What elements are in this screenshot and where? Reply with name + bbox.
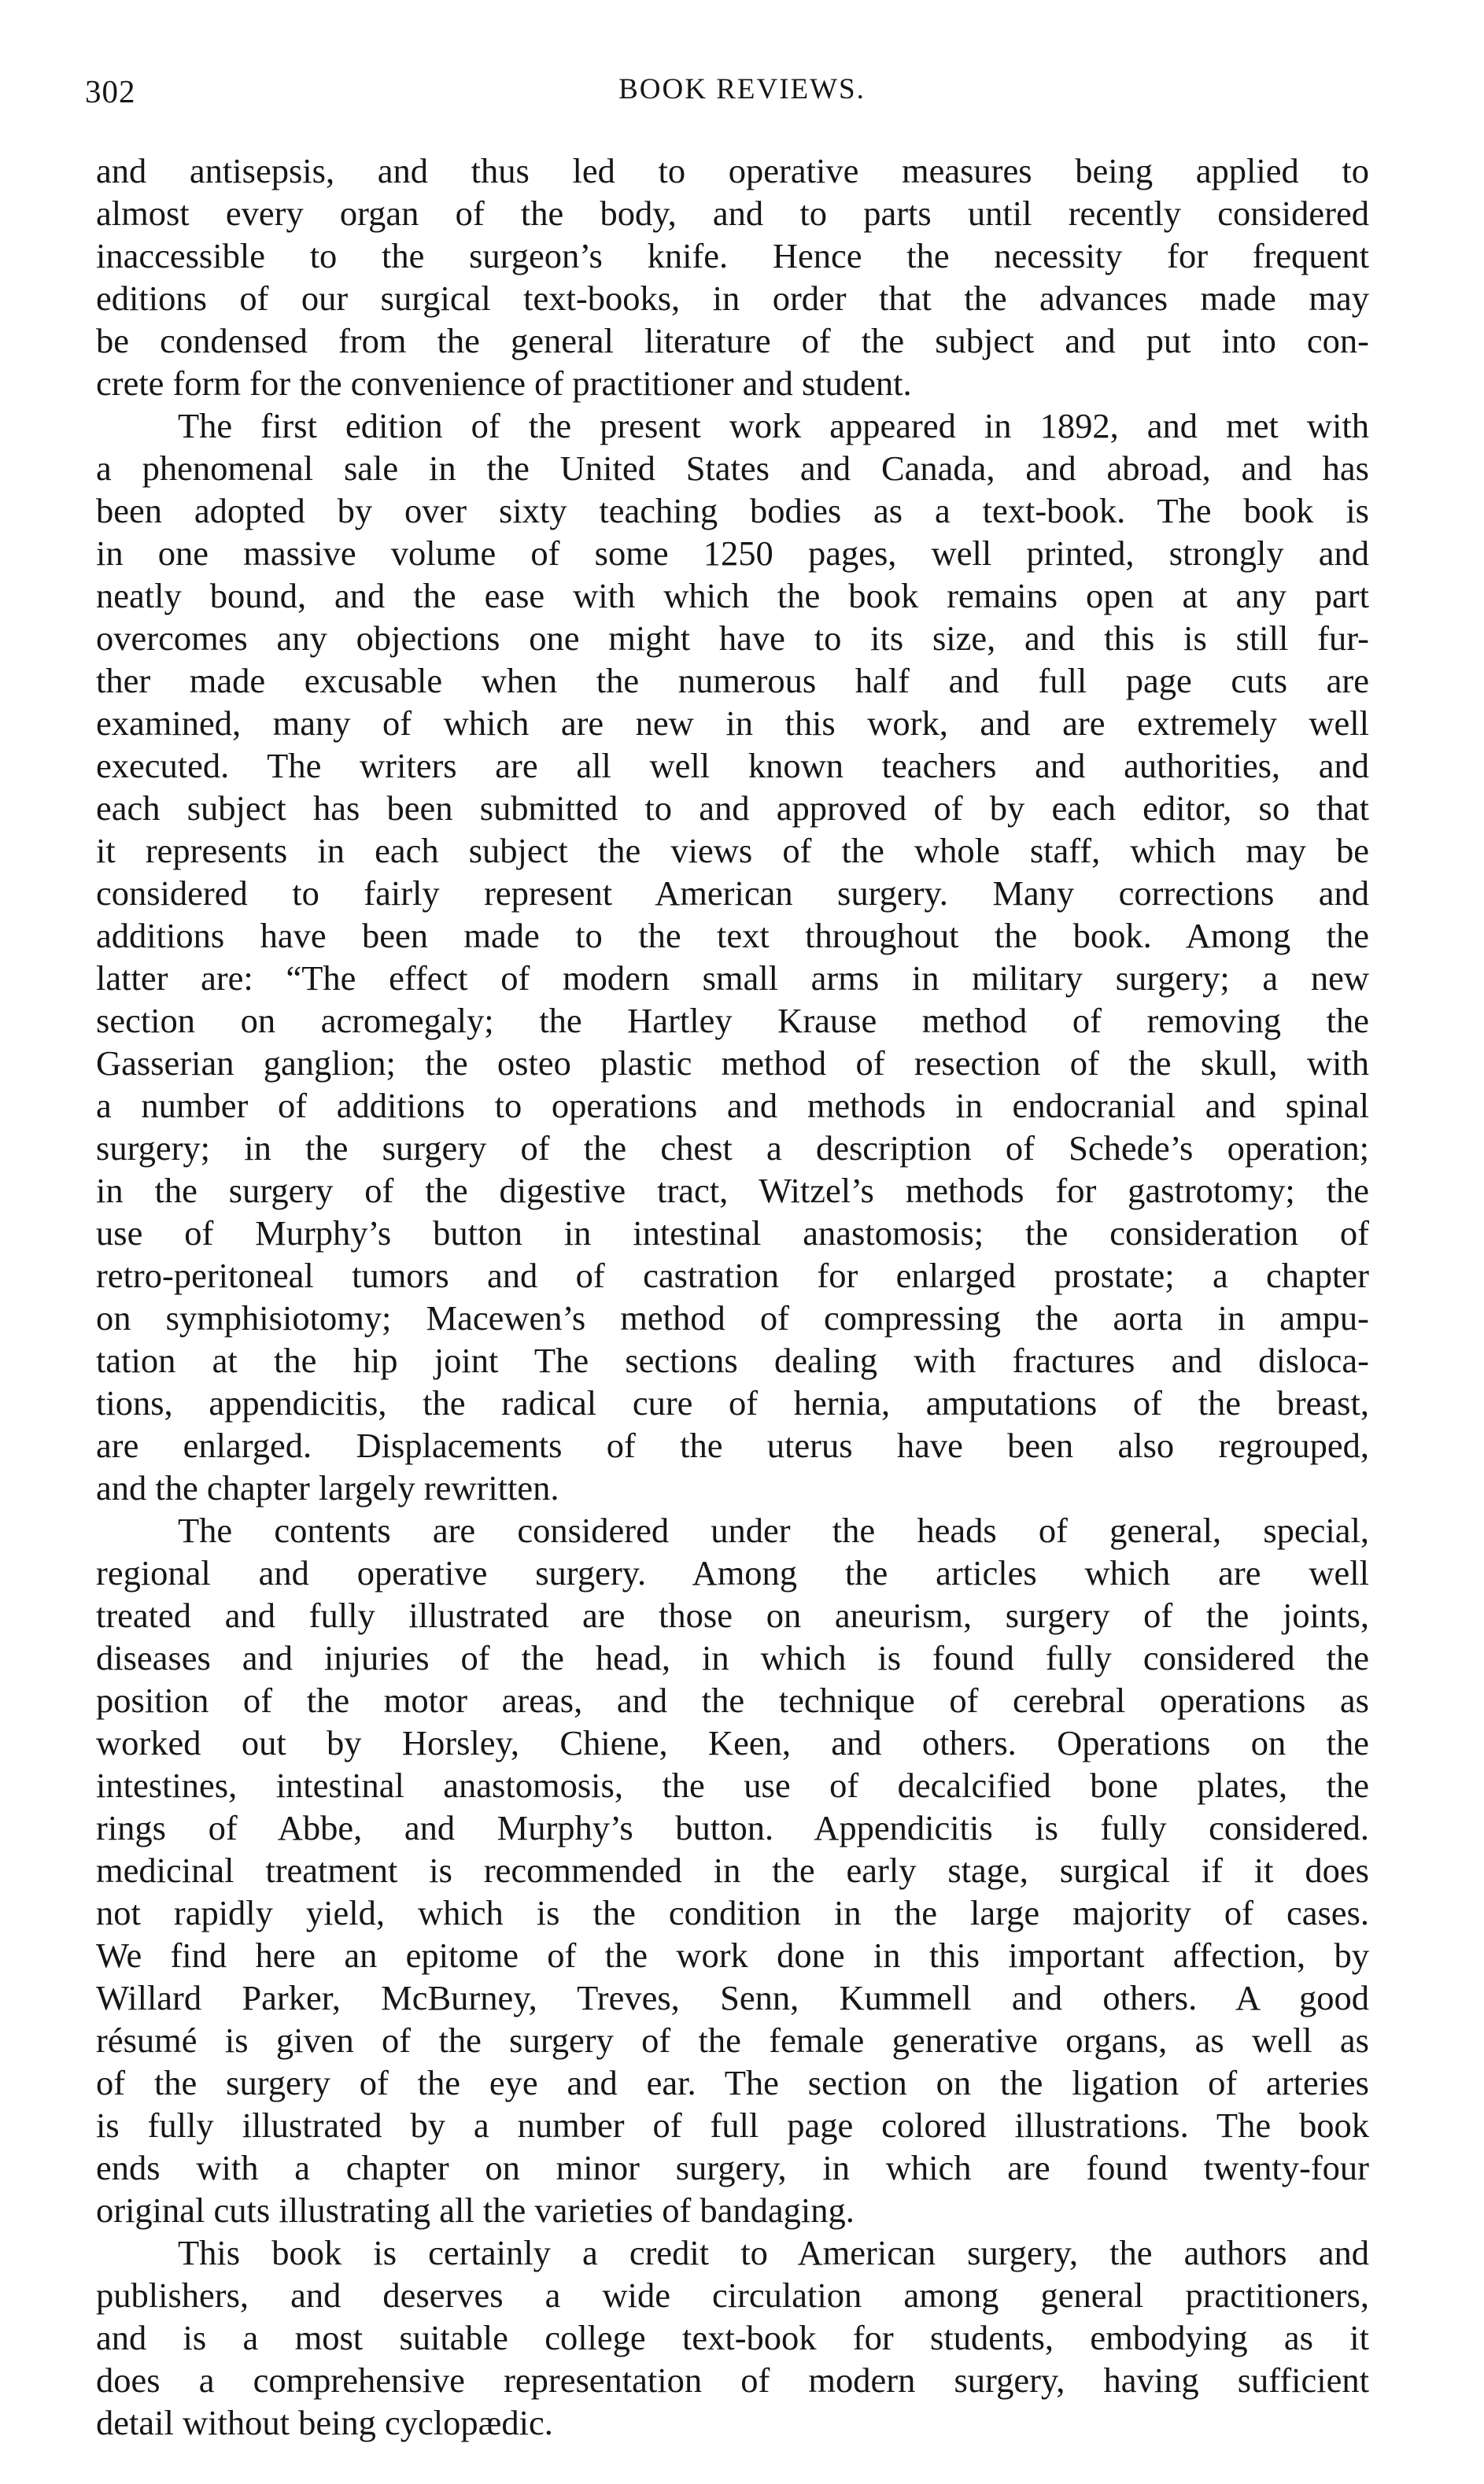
text-line: it represents in each subject the views of the whole staff, which may be xyxy=(96,831,1369,870)
text-line: intestines, intestinal anastomosis, the use of decalcified bone plates, the xyxy=(96,1766,1369,1805)
text-line: crete form for the convenience of practitioner and student. xyxy=(96,364,912,403)
text-line: This book is certainly a credit to American surgery, the authors and xyxy=(178,2233,1369,2272)
text-line: treated and fully illustrated are those on aneurism, surgery of the joints, xyxy=(96,1596,1369,1635)
text-line: The first edition of the present work appeared in 1892, and met with xyxy=(178,406,1369,445)
text-line: overcomes any objections one might have to its size, and this is still fur- xyxy=(96,618,1369,658)
text-line: and is a most suitable college text-book for students, embodying as it xyxy=(96,2318,1369,2357)
text-line: use of Murphy’s button in intestinal anastomosis; the consideration of xyxy=(96,1213,1369,1253)
text-line: tation at the hip joint The sections dealing with fractures and disloca- xyxy=(96,1341,1369,1380)
text-line: and the chapter largely rewritten. xyxy=(96,1468,559,1508)
text-line: are enlarged. Displacements of the uterus have been also regrouped, xyxy=(96,1426,1369,1465)
text-line: latter are: “The effect of modern small arms in military surgery; a new xyxy=(96,958,1369,998)
text-line: worked out by Horsley, Chiene, Keen, and others. Operations on the xyxy=(96,1723,1369,1762)
paragraph xyxy=(96,404,1369,1509)
text-line: is fully illustrated by a number of full page colored illustrations. The book xyxy=(96,2106,1369,2145)
text-line: The contents are considered under the heads of general, special, xyxy=(178,1511,1369,1550)
paragraph xyxy=(96,149,1369,404)
text-line: on symphisiotomy; Macewen’s method of compressing the aorta in ampu- xyxy=(96,1298,1369,1338)
text-line: considered to fairly represent American surgery. Many corrections and xyxy=(96,873,1369,913)
text-line: retro-peritoneal tumors and of castration for enlarged prostate; a chapter xyxy=(96,1256,1369,1295)
text-line: additions have been made to the text throughout the book. Among the xyxy=(96,916,1369,955)
text-line: be condensed from the general literature of the subject and put into con- xyxy=(96,321,1369,360)
text-line: medicinal treatment is recommended in the early stage, surgical if it does xyxy=(96,1851,1369,1890)
text-line: does a comprehensive representation of modern surgery, having sufficient xyxy=(96,2360,1369,2400)
running-head: BOOK REVIEWS. xyxy=(618,73,866,105)
text-line: editions of our surgical text-books, in order that the advances made may xyxy=(96,279,1369,318)
text-line: inaccessible to the surgeon’s knife. Hence the necessity for frequent xyxy=(96,236,1369,275)
text-line: We find here an epitome of the work done in this important affection, by xyxy=(96,1936,1369,1975)
text-line: detail without being cyclopædic. xyxy=(96,2403,553,2442)
text-line: résumé is given of the surgery of the female generative organs, as well as xyxy=(96,2021,1369,2060)
text-line: surgery; in the surgery of the chest a description of Schede’s operation; xyxy=(96,1128,1369,1168)
text-line: not rapidly yield, which is the condition in the large majority of cases. xyxy=(96,1893,1369,1932)
text-line: executed. The writers are all well known teachers and authorities, and xyxy=(96,746,1369,785)
text-line: position of the motor areas, and the technique of cerebral operations as xyxy=(96,1681,1369,1720)
page-header xyxy=(0,72,1484,120)
text-line: publishers, and deserves a wide circulation among general practitioners, xyxy=(96,2275,1369,2315)
text-line: regional and operative surgery. Among the articles which are well xyxy=(96,1553,1369,1593)
text-line: ther made excusable when the numerous half and full page cuts are xyxy=(96,661,1369,700)
text-line: diseases and injuries of the head, in which is found fully considered the xyxy=(96,1638,1369,1678)
text-line: been adopted by over sixty teaching bodies as a text-book. The book is xyxy=(96,491,1369,530)
text-line: rings of Abbe, and Murphy’s button. Appendicitis is fully considered. xyxy=(96,1808,1369,1847)
text-line: in one massive volume of some 1250 pages, well printed, strongly and xyxy=(96,533,1369,573)
text-line: examined, many of which are new in this work, and are extremely well xyxy=(96,703,1369,743)
text-line: a phenomenal sale in the United States and Canada, and abroad, and has xyxy=(96,448,1369,488)
text-line: section on acromegaly; the Hartley Krause method of removing the xyxy=(96,1001,1369,1040)
text-line: a number of additions to operations and methods in endocranial and spinal xyxy=(96,1086,1369,1125)
review-body xyxy=(96,149,1369,2444)
text-line: neatly bound, and the ease with which the book remains open at any part xyxy=(96,576,1369,615)
text-line: Gasserian ganglion; the osteo plastic method of resection of the skull, with xyxy=(96,1043,1369,1083)
text-line: each subject has been submitted to and approved of by each editor, so that xyxy=(96,788,1369,828)
text-line: ends with a chapter on minor surgery, in which are found twenty-four xyxy=(96,2148,1369,2187)
text-line: original cuts illustrating all the varieties of bandaging. xyxy=(96,2191,855,2230)
text-line: tions, appendicitis, the radical cure of hernia, amputations of the breast, xyxy=(96,1383,1369,1423)
page-number: 302 xyxy=(85,73,136,109)
paragraph xyxy=(96,2231,1369,2444)
text-line: almost every organ of the body, and to parts until recently considered xyxy=(96,194,1369,233)
text-line: Willard Parker, McBurney, Treves, Senn, Kummell and others. A good xyxy=(96,1978,1369,2017)
text-line: of the surgery of the eye and ear. The section on the ligation of arteries xyxy=(96,2063,1369,2102)
paragraph xyxy=(96,1509,1369,2231)
text-line: in the surgery of the digestive tract, Witzel’s methods for gastrotomy; the xyxy=(96,1171,1369,1210)
text-line: and antisepsis, and thus led to operative measures being applied to xyxy=(96,151,1369,190)
